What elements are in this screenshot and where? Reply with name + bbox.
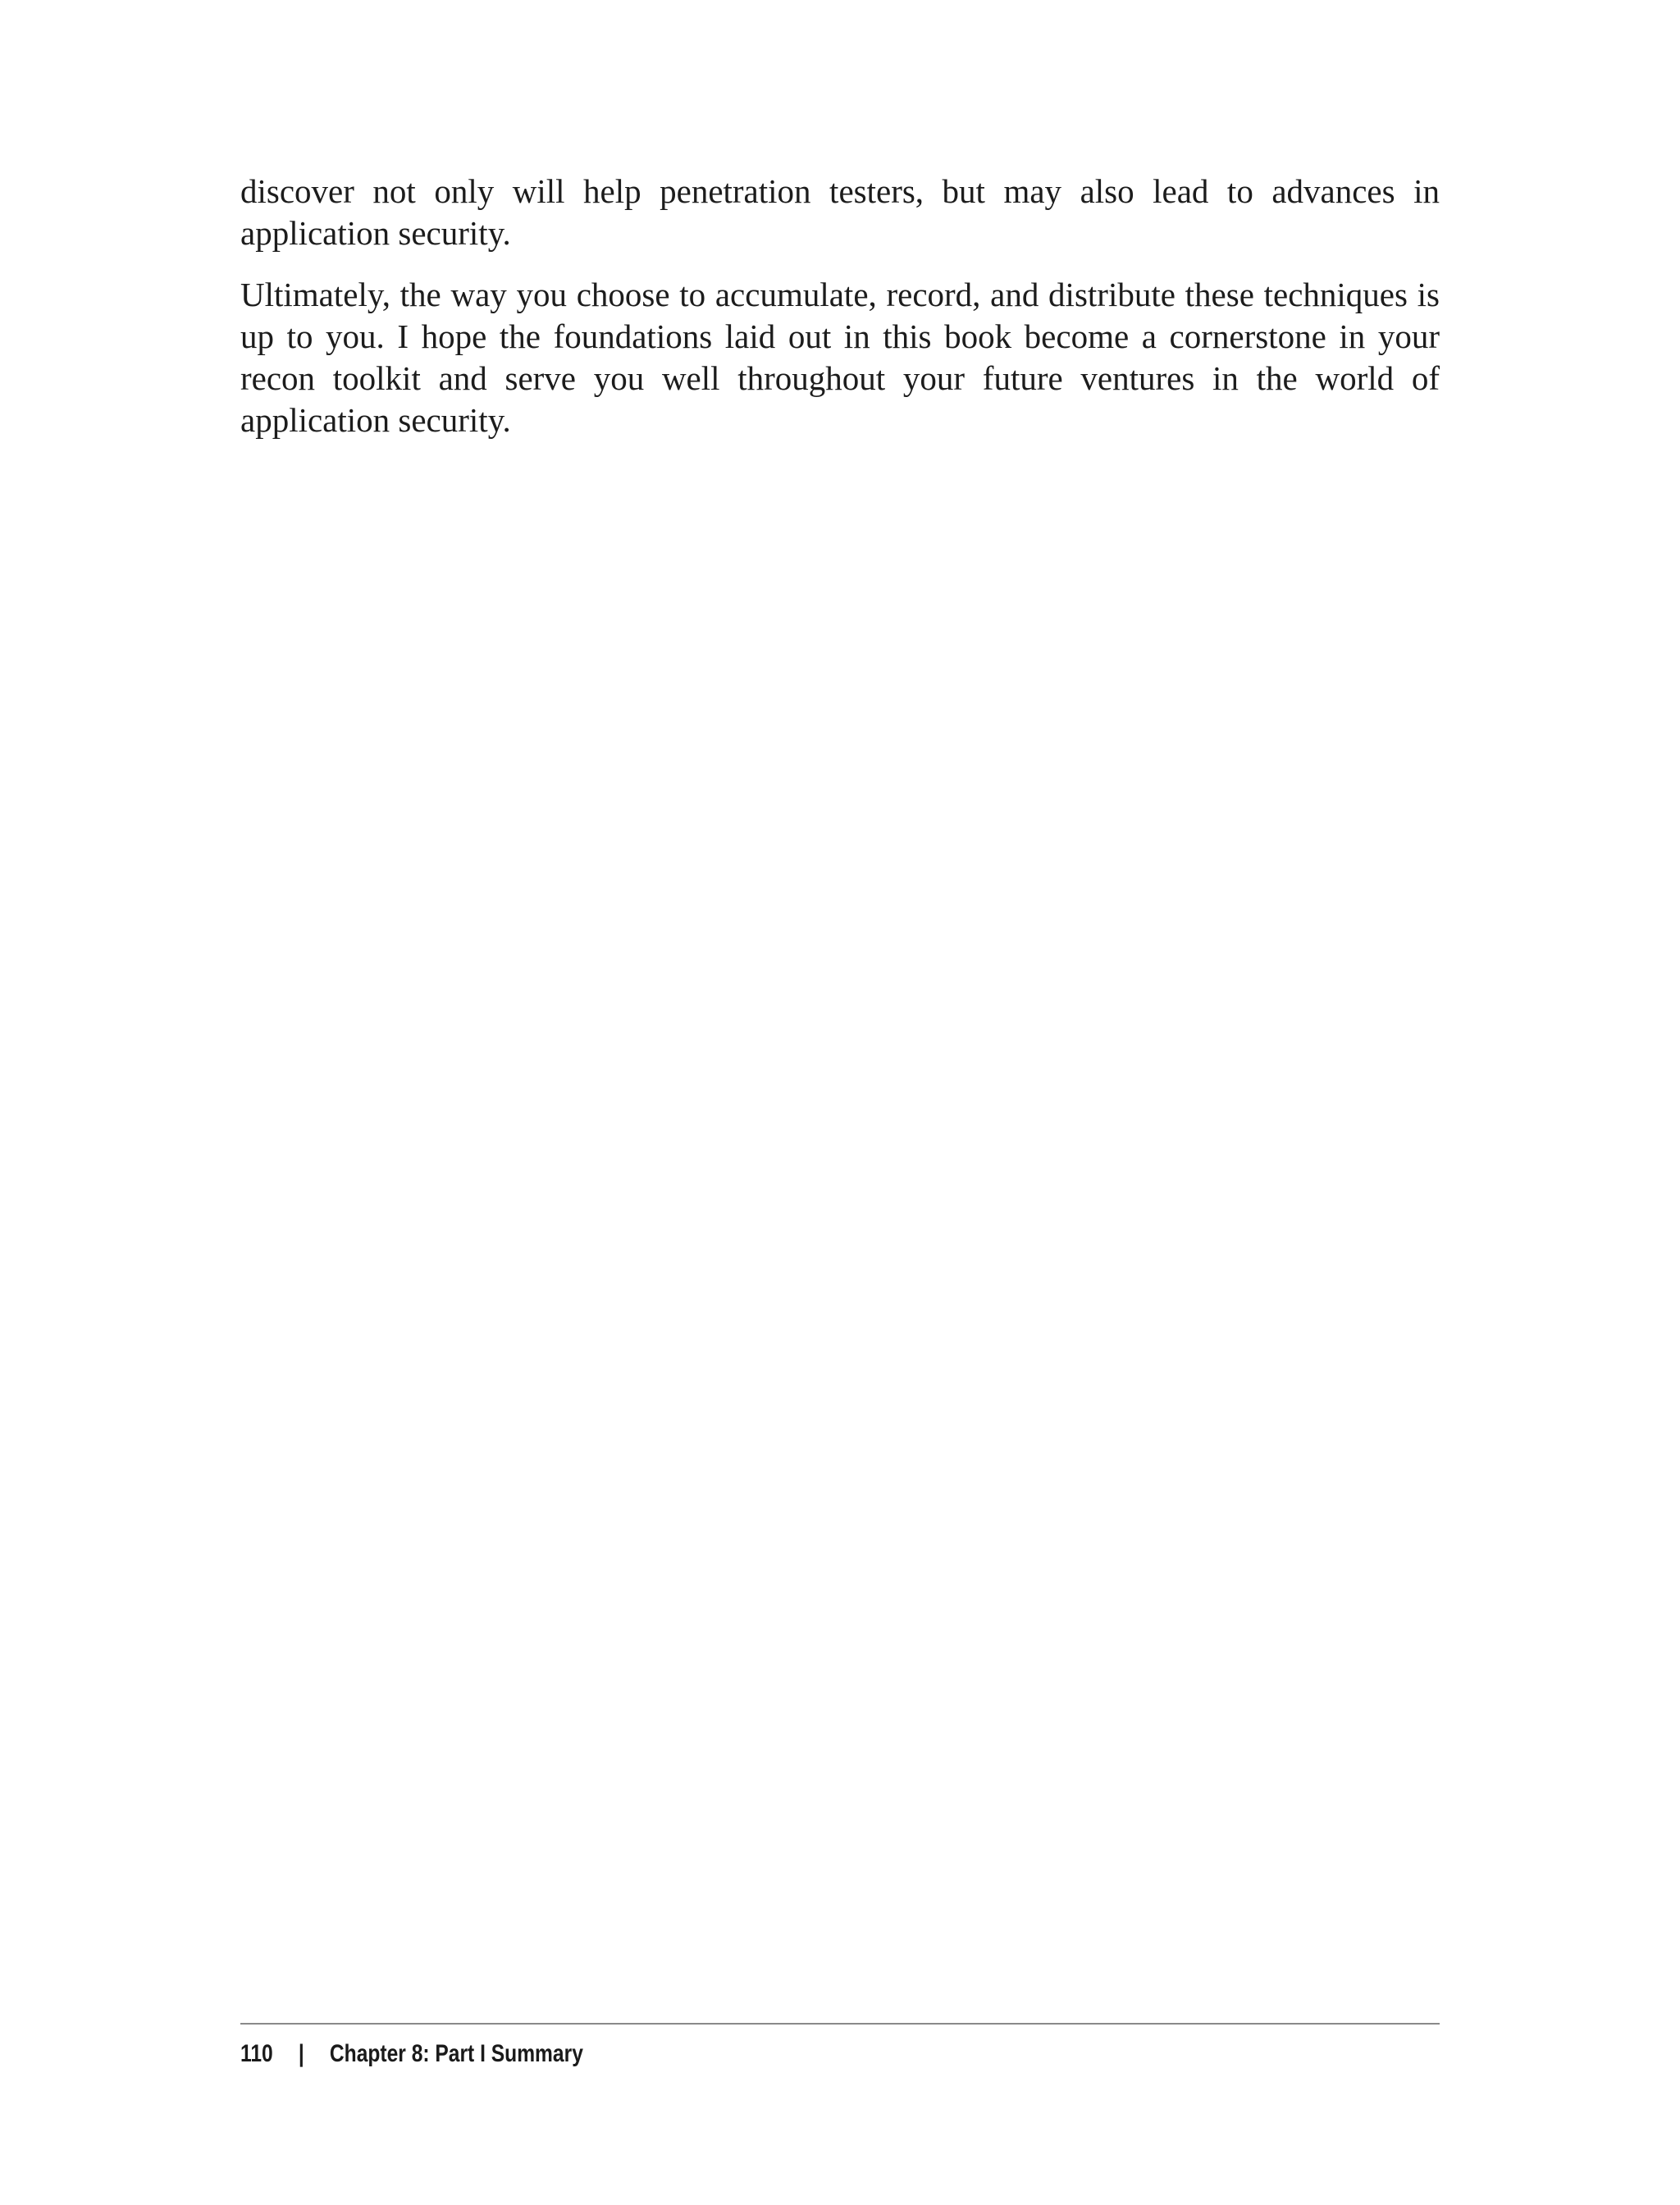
page-number: 110 <box>240 2040 273 2067</box>
page-footer <box>240 2038 583 2070</box>
chapter-title: Chapter 8: Part I Summary <box>329 2040 583 2067</box>
footer-divider <box>240 2023 1440 2025</box>
footer-separator: | <box>298 2040 304 2067</box>
body-text <box>240 171 1440 461</box>
paragraph-1: discover not only will help penetration testers, but may also lead to advances in application security. <box>240 172 1440 252</box>
paragraph-2: Ultimately, the way you choose to accumulate, record, and distribute these techniques is up to you. I hope the foundations laid out in this book become a cornerstone in your recon toolkit and serve you well throughout your future ventures in the world of application security. <box>240 276 1440 439</box>
